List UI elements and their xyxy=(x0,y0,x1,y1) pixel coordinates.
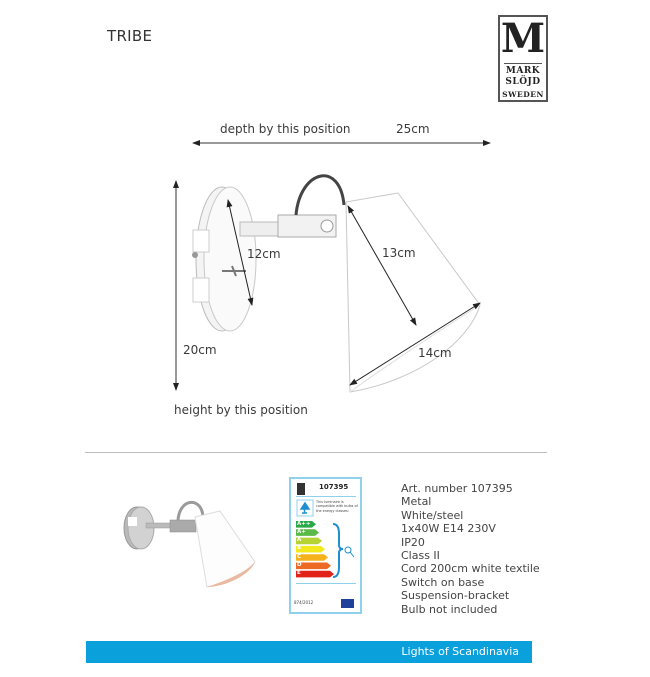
shade-drawing xyxy=(346,193,480,392)
eu-flag-icon xyxy=(341,599,354,608)
spec-item: Suspension-bracket xyxy=(401,589,510,603)
spec-item: White/steel xyxy=(401,508,464,522)
product-photo xyxy=(110,495,280,595)
spec-item: IP20 xyxy=(401,535,425,549)
product-title: TRIBE xyxy=(107,27,153,45)
energy-label-card xyxy=(289,477,362,614)
energy-class-label: A xyxy=(297,537,302,544)
label-compat-text: This luminaire is compatible with bulbs of the energy classes: xyxy=(316,500,358,513)
spec-list xyxy=(401,482,540,616)
energy-label-graphic xyxy=(291,479,360,612)
arm-drawing xyxy=(240,176,344,237)
height-label: height by this position xyxy=(174,403,308,417)
logo-line-1: MARK xyxy=(505,66,541,76)
spec-item: Metal xyxy=(401,495,432,509)
spec-item: Bulb not included xyxy=(401,602,498,616)
spec-item: Art. number 107395 xyxy=(401,482,513,495)
logo-initial: M xyxy=(500,15,546,62)
footer-banner xyxy=(86,641,532,663)
energy-class-label: C xyxy=(297,553,302,560)
logo-line-3: SWEDEN xyxy=(502,90,544,99)
depth-value: 25cm xyxy=(396,122,430,136)
bracket-icon xyxy=(333,524,343,577)
shade-length-value: 13cm xyxy=(382,246,416,260)
section-divider xyxy=(85,452,547,453)
footer-text: Lights of Scandinavia xyxy=(401,645,519,658)
energy-class-label: E xyxy=(297,570,301,577)
energy-class-label: A+ xyxy=(297,528,306,535)
spec-item: 1x40W E14 230V xyxy=(401,522,496,536)
logo-line-2: SLÖJD xyxy=(505,77,541,87)
label-article: 107395 xyxy=(319,483,349,491)
height-value: 20cm xyxy=(183,343,217,357)
spec-item: Class II xyxy=(401,549,440,563)
mini-logo-icon xyxy=(297,483,305,495)
spec-item: Switch on base xyxy=(401,575,485,589)
energy-class-label: D xyxy=(297,562,302,568)
energy-class-label: A++ xyxy=(297,520,311,527)
shade-diameter-value: 14cm xyxy=(418,346,452,360)
base-value: 12cm xyxy=(247,247,281,261)
label-regulation: 874/2012 xyxy=(294,600,314,605)
depth-label: depth by this position xyxy=(220,122,351,136)
energy-class-arrow xyxy=(296,571,334,578)
spec-item: Cord 200cm white textile xyxy=(401,562,540,576)
energy-class-label: B xyxy=(297,545,302,552)
